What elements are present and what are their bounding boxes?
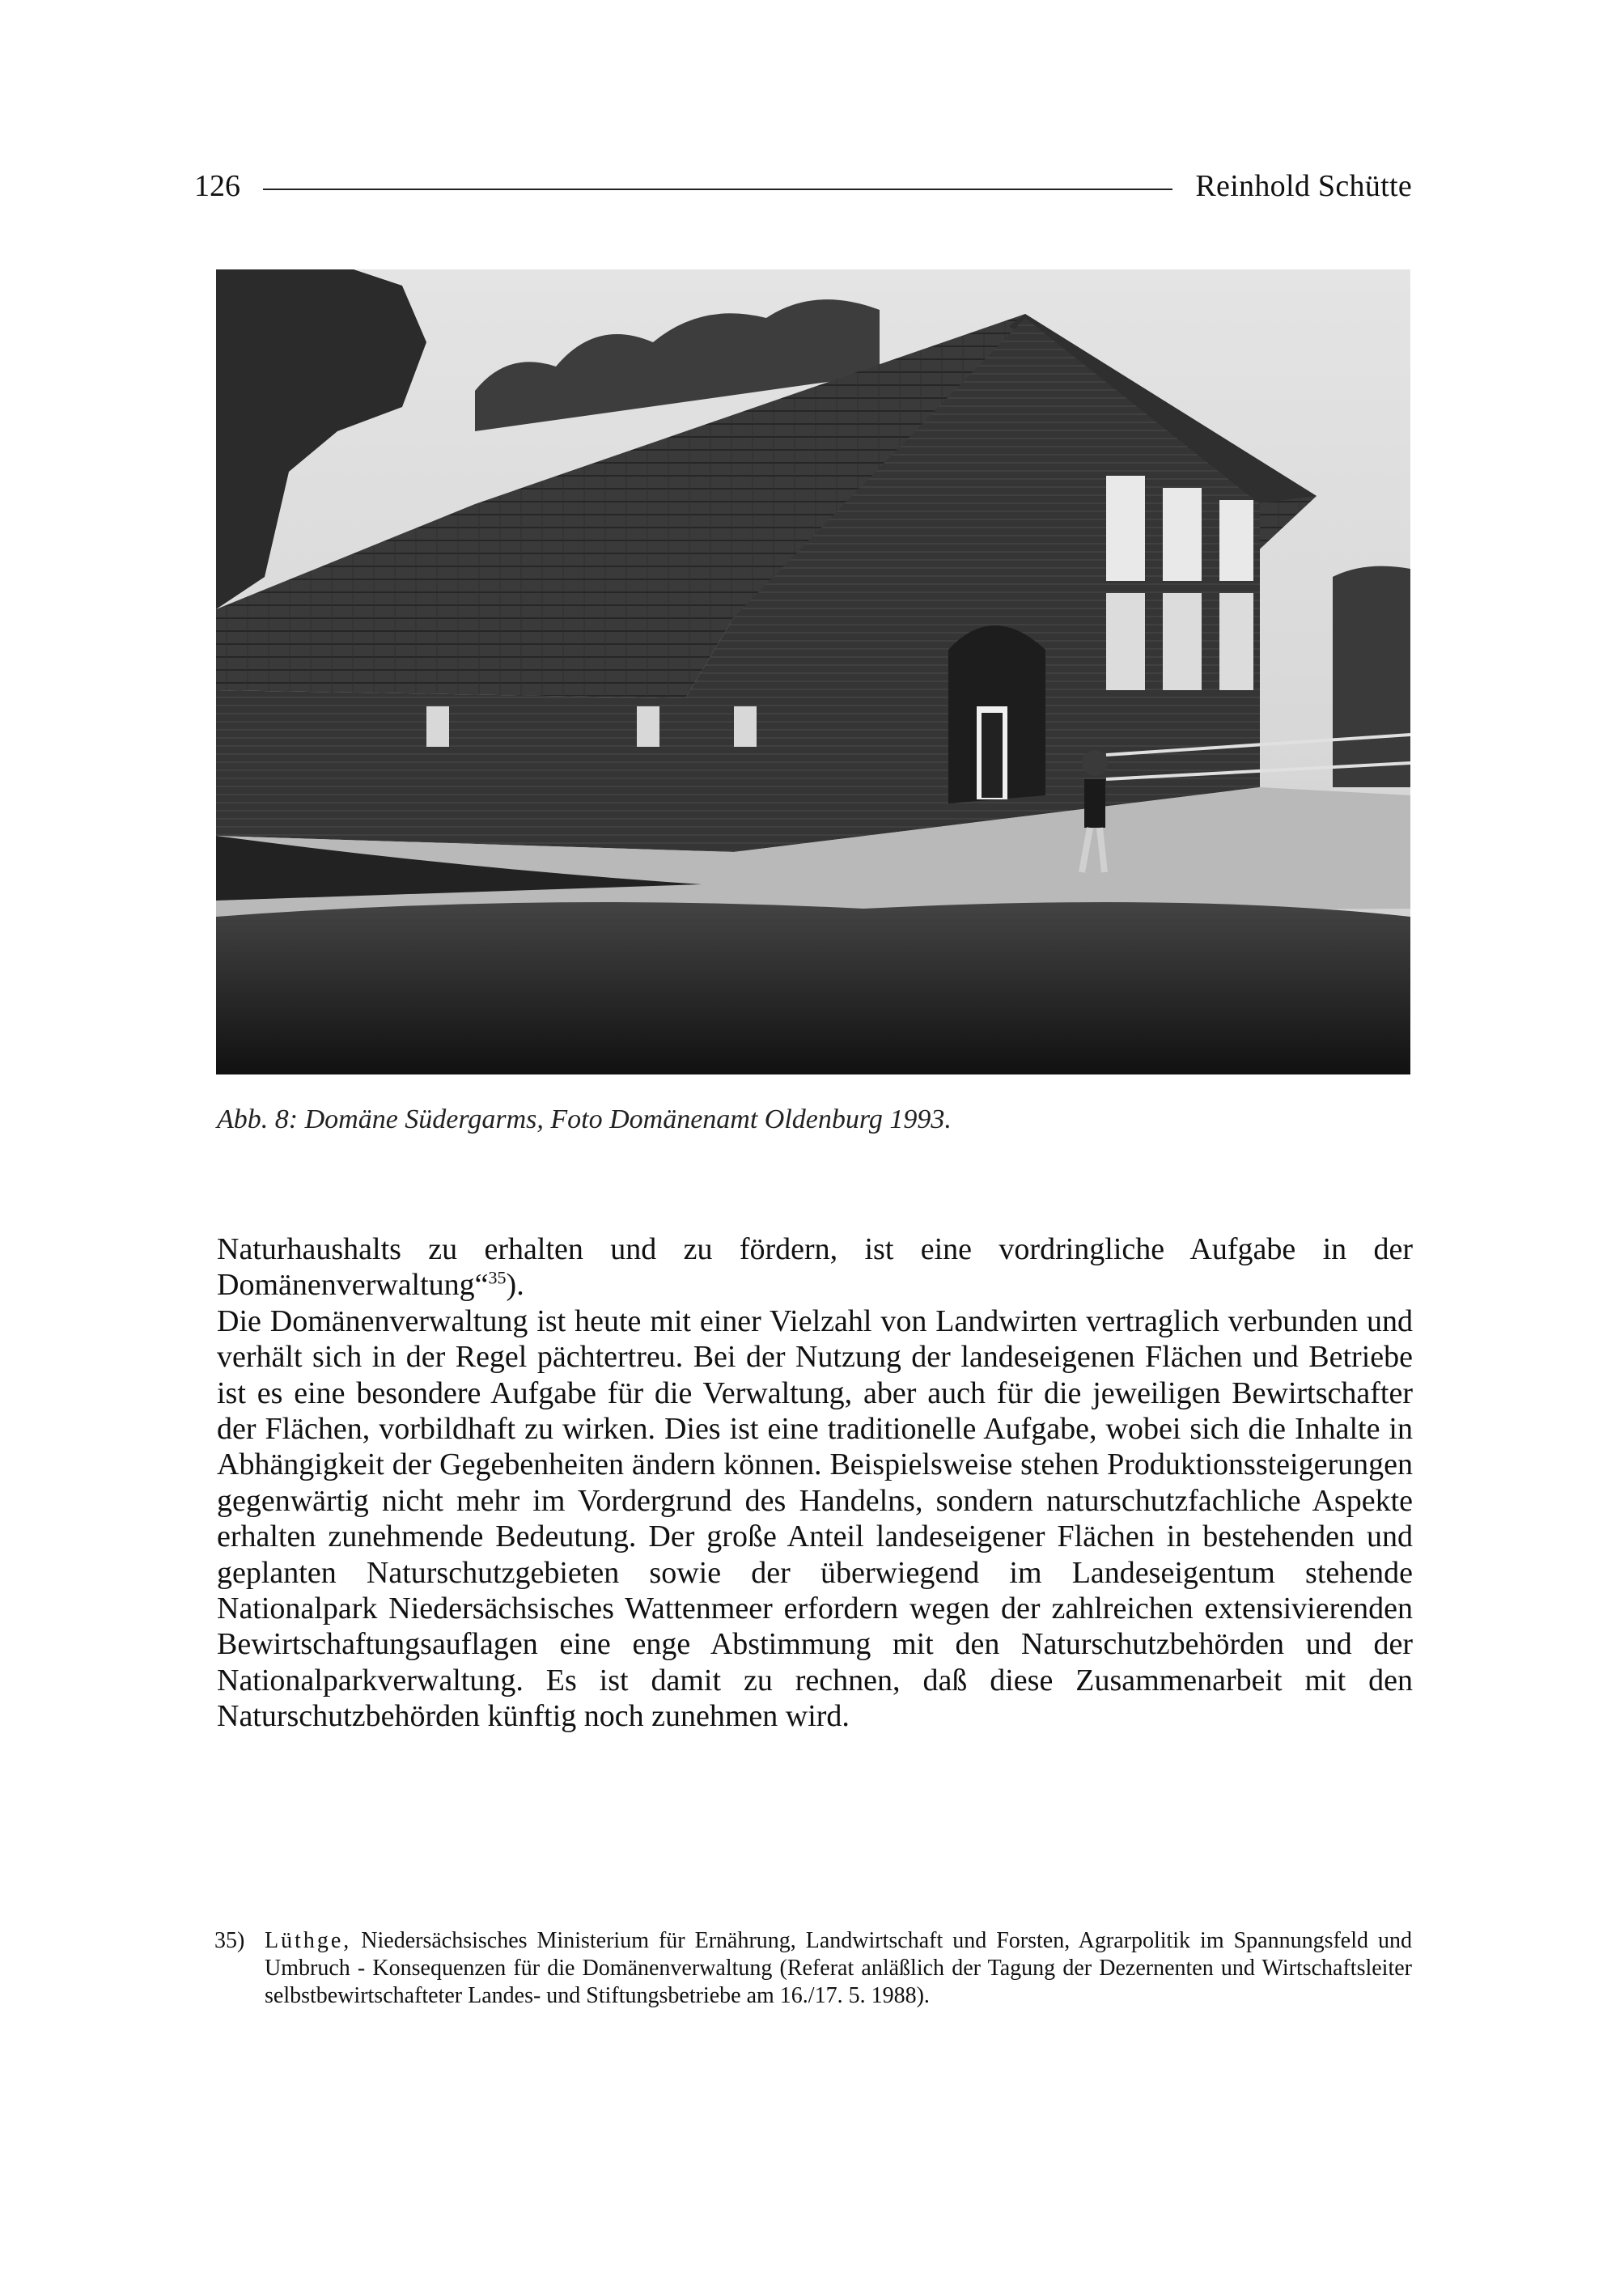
footnote-row	[214, 1927, 1412, 2010]
page-number: 126	[194, 169, 240, 203]
paragraph-1-end: ).	[506, 1268, 524, 1303]
running-head: Reinhold Schütte	[1195, 169, 1412, 203]
footnote-body: Niedersächsisches Ministerium für Ernährung, Landwirtschaft und Forsten, Agrarpolitik im Spannungsfeld und Umbruch - Konsequenzen für die Domänenverwaltung (Referat anläßlich der Tagung der Dezernenten und Wirtschaftsleiter selbstbewirtschafteter Landes- und Stiftungsbetriebe am 16./17. 5. 1988).	[265, 1928, 1412, 2008]
paragraph-1	[217, 1231, 1413, 1303]
page-header	[194, 166, 1412, 206]
farm-building-photo	[216, 269, 1410, 1074]
footnote-reference: 35	[488, 1267, 507, 1288]
paragraph-1-text: Naturhaushalts zu erhalten und zu fördern, ist eine vordringliche Aufgabe in der Domänenverwaltung“	[217, 1232, 1413, 1303]
footnote	[214, 1927, 1412, 2010]
footnote-text	[265, 1927, 1412, 2010]
body-text	[217, 1231, 1413, 1735]
footnote-author: Lüthge,	[265, 1928, 352, 1953]
figure-caption: Abb. 8: Domäne Südergarms, Foto Domänenamt Oldenburg 1993.	[217, 1104, 952, 1134]
paragraph-2: Die Domänenverwaltung ist heute mit einer Vielzahl von Landwirten vertraglich verbunden und verhält sich in der Regel pächtertreu. Bei der Nutzung der landeseigenen Flächen und Betriebe ist es eine besondere Aufgabe für die Verwaltung, aber auch für die jeweiligen Bewirtschafter der Flächen, vorbildhaft zu wirken. Dies ist eine traditionelle Aufgabe, wobei sich die Inhalte in Abhängigkeit der Gegebenheiten ändern können. Beispielsweise stehen Produktionssteigerungen gegenwärtig nicht mehr im Vordergrund des Handelns, sondern naturschutzfachliche Aspekte erhalten zunehmende Bedeutung. Der große Anteil landeseigener Flächen in bestehenden und geplanten Naturschutzgebieten sowie der überwiegend im Landeseigentum stehende Nationalpark Niedersächsisches Wattenmeer erfordern wegen der zahlreichen extensivierenden Bewirtschaftungsauflagen eine enge Abstimmung mit den Naturschutzbehörden und der Nationalparkverwaltung. Es ist damit zu rechnen, daß diese Zusammenarbeit mit den Naturschutzbehörden künftig noch zunehmen wird.	[217, 1303, 1413, 1734]
header-rule	[263, 189, 1172, 190]
footnote-number: 35)	[214, 1928, 245, 1953]
photo-illustration	[216, 269, 1410, 1074]
